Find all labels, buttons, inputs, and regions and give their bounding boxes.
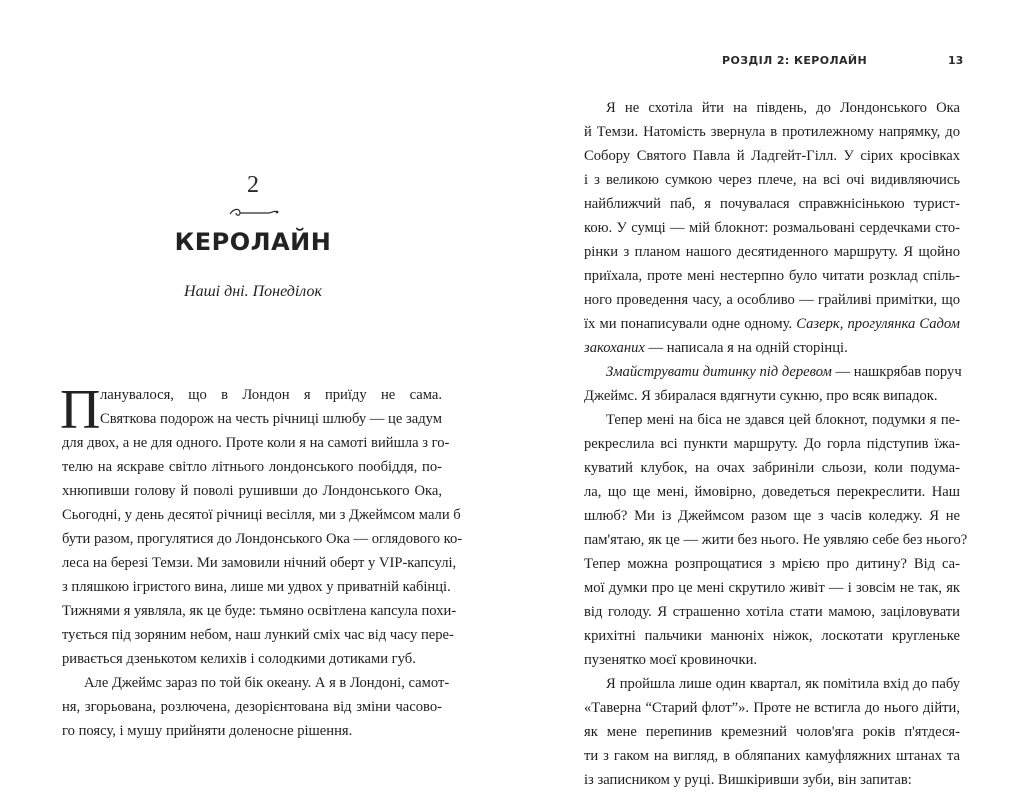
ornament-divider-icon (228, 206, 280, 220)
running-head: РОЗДІЛ 2: КЕРОЛАЙН (722, 54, 868, 67)
drop-cap: П (60, 379, 101, 441)
text-line: ного проведення часу, а особливо — грайливі примітки, що (584, 292, 960, 308)
text-line: леса на березі Темзи. Ми замовили нічний оберт у VIP-капсулі, (62, 555, 457, 571)
text-line: куватий клубок, на очах забриніли сльози, коли подума- (584, 460, 960, 476)
text-line: з пляшкою ігристого вина, лише ми удвох у приватній кабінці. (62, 579, 451, 595)
text-line: Святкова подорож на честь річниці шлюбу — це задум (100, 411, 442, 427)
text-segment: їх ми понаписували одне одному. (584, 316, 793, 332)
text-line: Тепер можна розпрощатися з мрією про дитину? Від са- (584, 556, 960, 572)
text-line: шлюб? Ми із Джеймсом разом ще з часів коледжу. Я не (584, 508, 960, 524)
text-line: кою. У сумці — мій блокнот: розмальовані сердечками сто- (584, 220, 960, 236)
text-line: Тепер мені на біса не здався цей блокнот, подумки я пе- (606, 412, 960, 428)
text-line: ти з гаком на вигляд, в обляпаних камуфляжних штанах та (584, 748, 960, 764)
text-line: від голоду. Я страшенно хотіла стати мамою, заціловувати (584, 604, 960, 620)
text-line: Я не схотіла йти на південь, до Лондонського Ока (606, 100, 960, 116)
text-line: рекреслила всі пункти маршруту. До горла підступив їжа- (584, 436, 960, 452)
text-line: мої думки про це мені скрутило живіт — і зовсім не так, як (584, 580, 960, 596)
text-line: і з великою сумкою через плече, на всі очі видивляючись (584, 172, 960, 188)
text-line: тується під зоряним небом, наш лункий сміх час від часу пере- (62, 627, 454, 643)
text-line (584, 360, 960, 384)
text-line: ла, що ще мені, ймовірно, доведеться перекреслити. Наш (584, 484, 960, 500)
italic-segment: Сазерк, прогулянка Садом (796, 316, 960, 332)
text-line: пузенятко моєї кровиночки. (584, 652, 758, 668)
text-line: Сьогодні, у день десятої річниці весілля, ми з Джеймсом мали б (62, 507, 461, 523)
text-segment: — написала я на одній сторінці. (648, 340, 848, 356)
text-line: пам'ятаю, як це — жити без нього. Не уявляю себе без нього? (584, 532, 968, 548)
chapter-number: 2 (247, 172, 259, 198)
italic-segment: Змайструвати дитинку під деревом (606, 364, 832, 380)
text-line (584, 336, 960, 360)
text-line: приїхала, проте мені нестерпно було читати розклад спіль- (584, 268, 960, 284)
right-body-text (584, 96, 968, 792)
text-line: для двох, а не для одного. Проте коли я на самоті вийшла з го- (62, 435, 450, 451)
text-line: із записником у руці. Вишкіривши зуби, він запитав: (584, 772, 912, 788)
text-line: бути разом, прогулятися до Лондонського Ока — оглядового ко- (62, 531, 463, 547)
text-line (584, 312, 960, 336)
chapter-title: КЕРОЛАЙН (174, 228, 332, 256)
text-line: го поясу, і мушу прийняти доленосне рішення. (62, 723, 353, 739)
text-line: телю на яскраве світло літнього лондонського пообіддя, по- (62, 459, 442, 475)
text-line: Собору Святого Павла й Ладгейт-Гілл. У сірих кросівках (584, 148, 960, 164)
text-line: найближчий паб, я почувалася справжнісінькою турист- (584, 196, 960, 212)
text-line: ня, згорьована, розлючена, дезорієнтована від зміни часово- (62, 699, 442, 715)
text-segment: — нашкрябав поруч (835, 364, 962, 380)
italic-segment: закоханих (584, 340, 645, 356)
page-number: 13 (948, 54, 964, 67)
text-line: Я пройшла лише один квартал, як помітила вхід до пабу (606, 676, 960, 692)
text-line: крихітні пальчики манюніх ніжок, лоскотати кругленьке (584, 628, 960, 644)
text-line: «Таверна “Старий флот”». Проте не встигла до нього дійти, (584, 700, 960, 716)
text-line: Але Джеймс зараз по той бік океану. А я в Лондоні, самот- (84, 675, 450, 691)
text-line: хнюпивши голову й поволі рушивши до Лондонського Ока, (62, 483, 442, 499)
text-line: й Темзи. Натомість звернула в протилежному напрямку, до (584, 124, 960, 140)
text-line: Тижнями я уявляла, як це буде: тьмяно освітлена капсула похи- (62, 603, 457, 619)
text-line: як мене перепинив кремезний чолов'яга років п'ятдеся- (584, 724, 960, 740)
text-line: рінки з планом нашого десятиденного маршруту. Я щойно (584, 244, 960, 260)
left-body-text (60, 379, 463, 743)
text-line: ланувалося, що в Лондон я приїду не сама. (100, 387, 442, 403)
text-line: ривається дзенькотом келихів і солодкими дотиками губ. (62, 651, 416, 667)
left-page (0, 0, 512, 768)
chapter-subtitle: Наші дні. Понеділок (184, 283, 322, 300)
text-line: Джеймс. Я збиралася вдягнути сукню, про всяк випадок. (584, 388, 938, 404)
